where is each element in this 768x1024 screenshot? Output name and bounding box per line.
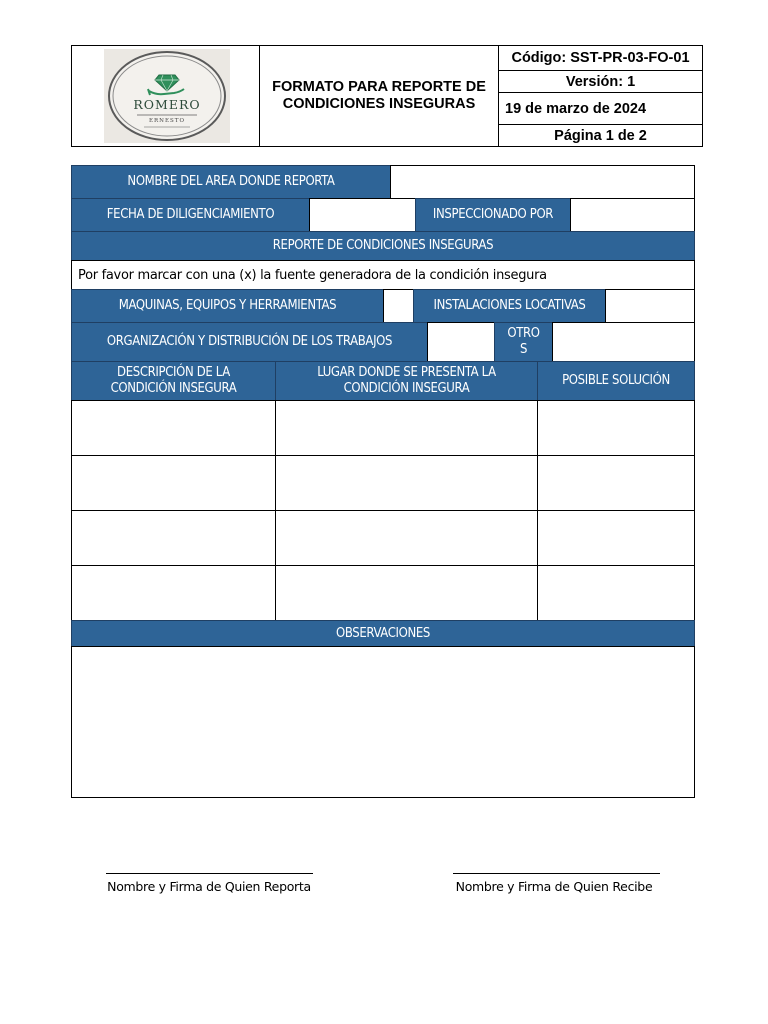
source-instalaciones-checkbox[interactable] <box>605 289 695 323</box>
inspeccionado-input[interactable] <box>570 198 695 232</box>
table-row-1-solucion[interactable] <box>537 400 695 456</box>
company-logo <box>104 49 230 143</box>
table-row-2-lugar[interactable] <box>275 455 538 511</box>
area-input[interactable] <box>390 165 695 199</box>
document-header <box>71 45 703 147</box>
pagina-text: Página 1 de 2 <box>554 127 647 144</box>
source-otros-checkbox[interactable] <box>552 322 695 362</box>
table-row-1-lugar[interactable] <box>275 400 538 456</box>
signature-label-reporta: Nombre y Firma de Quien Reporta <box>107 879 311 894</box>
table-row-2-solucion[interactable] <box>537 455 695 511</box>
version-text: Versión: 1 <box>499 71 702 93</box>
signature-line-recibe <box>453 873 660 874</box>
source-maquinas-label: MAQUINAS, EQUIPOS Y HERRAMIENTAS <box>71 289 384 323</box>
signature-label-recibe: Nombre y Firma de Quien Recibe <box>455 879 653 894</box>
table-row-4-descripcion[interactable] <box>71 565 276 621</box>
logo-brand-text: ROMERO <box>133 97 201 112</box>
column-lugar: LUGAR DONDE SE PRESENTA LA CONDICIÓN INSEGURA <box>275 361 538 401</box>
table-row-3-lugar[interactable] <box>275 510 538 566</box>
fecha-input[interactable] <box>309 198 416 232</box>
document-meta <box>499 46 702 146</box>
table-row-4-lugar[interactable] <box>275 565 538 621</box>
table-row-2-descripcion[interactable] <box>71 455 276 511</box>
table-row-3-solucion[interactable] <box>537 510 695 566</box>
fecha-text: 19 de marzo de 2024 <box>499 93 702 125</box>
area-label: NOMBRE DEL AREA DONDE REPORTA <box>71 165 391 199</box>
logo-cell <box>72 46 260 146</box>
observaciones-label: OBSERVACIONES <box>71 620 695 647</box>
inspeccionado-label: INSPECCIONADO POR <box>415 198 571 232</box>
observaciones-input[interactable] <box>71 646 695 798</box>
logo-sub-text: ERNESTO <box>149 118 185 124</box>
source-organizacion-label: ORGANIZACIÓN Y DISTRIBUCIÓN DE LOS TRABAJOS <box>71 322 428 362</box>
signature-line-reporta <box>106 873 313 874</box>
source-maquinas-checkbox[interactable] <box>383 289 414 323</box>
column-descripcion: DESCRIPCIÓN DE LA CONDICIÓN INSEGURA <box>71 361 276 401</box>
table-row-3-descripcion[interactable] <box>71 510 276 566</box>
source-organizacion-checkbox[interactable] <box>427 322 495 362</box>
source-otros-label: OTRO S <box>494 322 553 362</box>
column-solucion: POSIBLE SOLUCIÓN <box>537 361 695 401</box>
table-row-4-solucion[interactable] <box>537 565 695 621</box>
source-instalaciones-label: INSTALACIONES LOCATIVAS <box>413 289 606 323</box>
document-title: FORMATO PARA REPORTE DE CONDICIONES INSEGURAS <box>260 46 499 146</box>
section-title: REPORTE DE CONDICIONES INSEGURAS <box>71 231 695 261</box>
table-row-1-descripcion[interactable] <box>71 400 276 456</box>
fecha-label: FECHA DE DILIGENCIAMIENTO <box>71 198 310 232</box>
codigo-text: Código: SST-PR-03-FO-01 <box>499 46 702 71</box>
instruction-text: Por favor marcar con una (x) la fuente generadora de la condición insegura <box>71 260 695 290</box>
